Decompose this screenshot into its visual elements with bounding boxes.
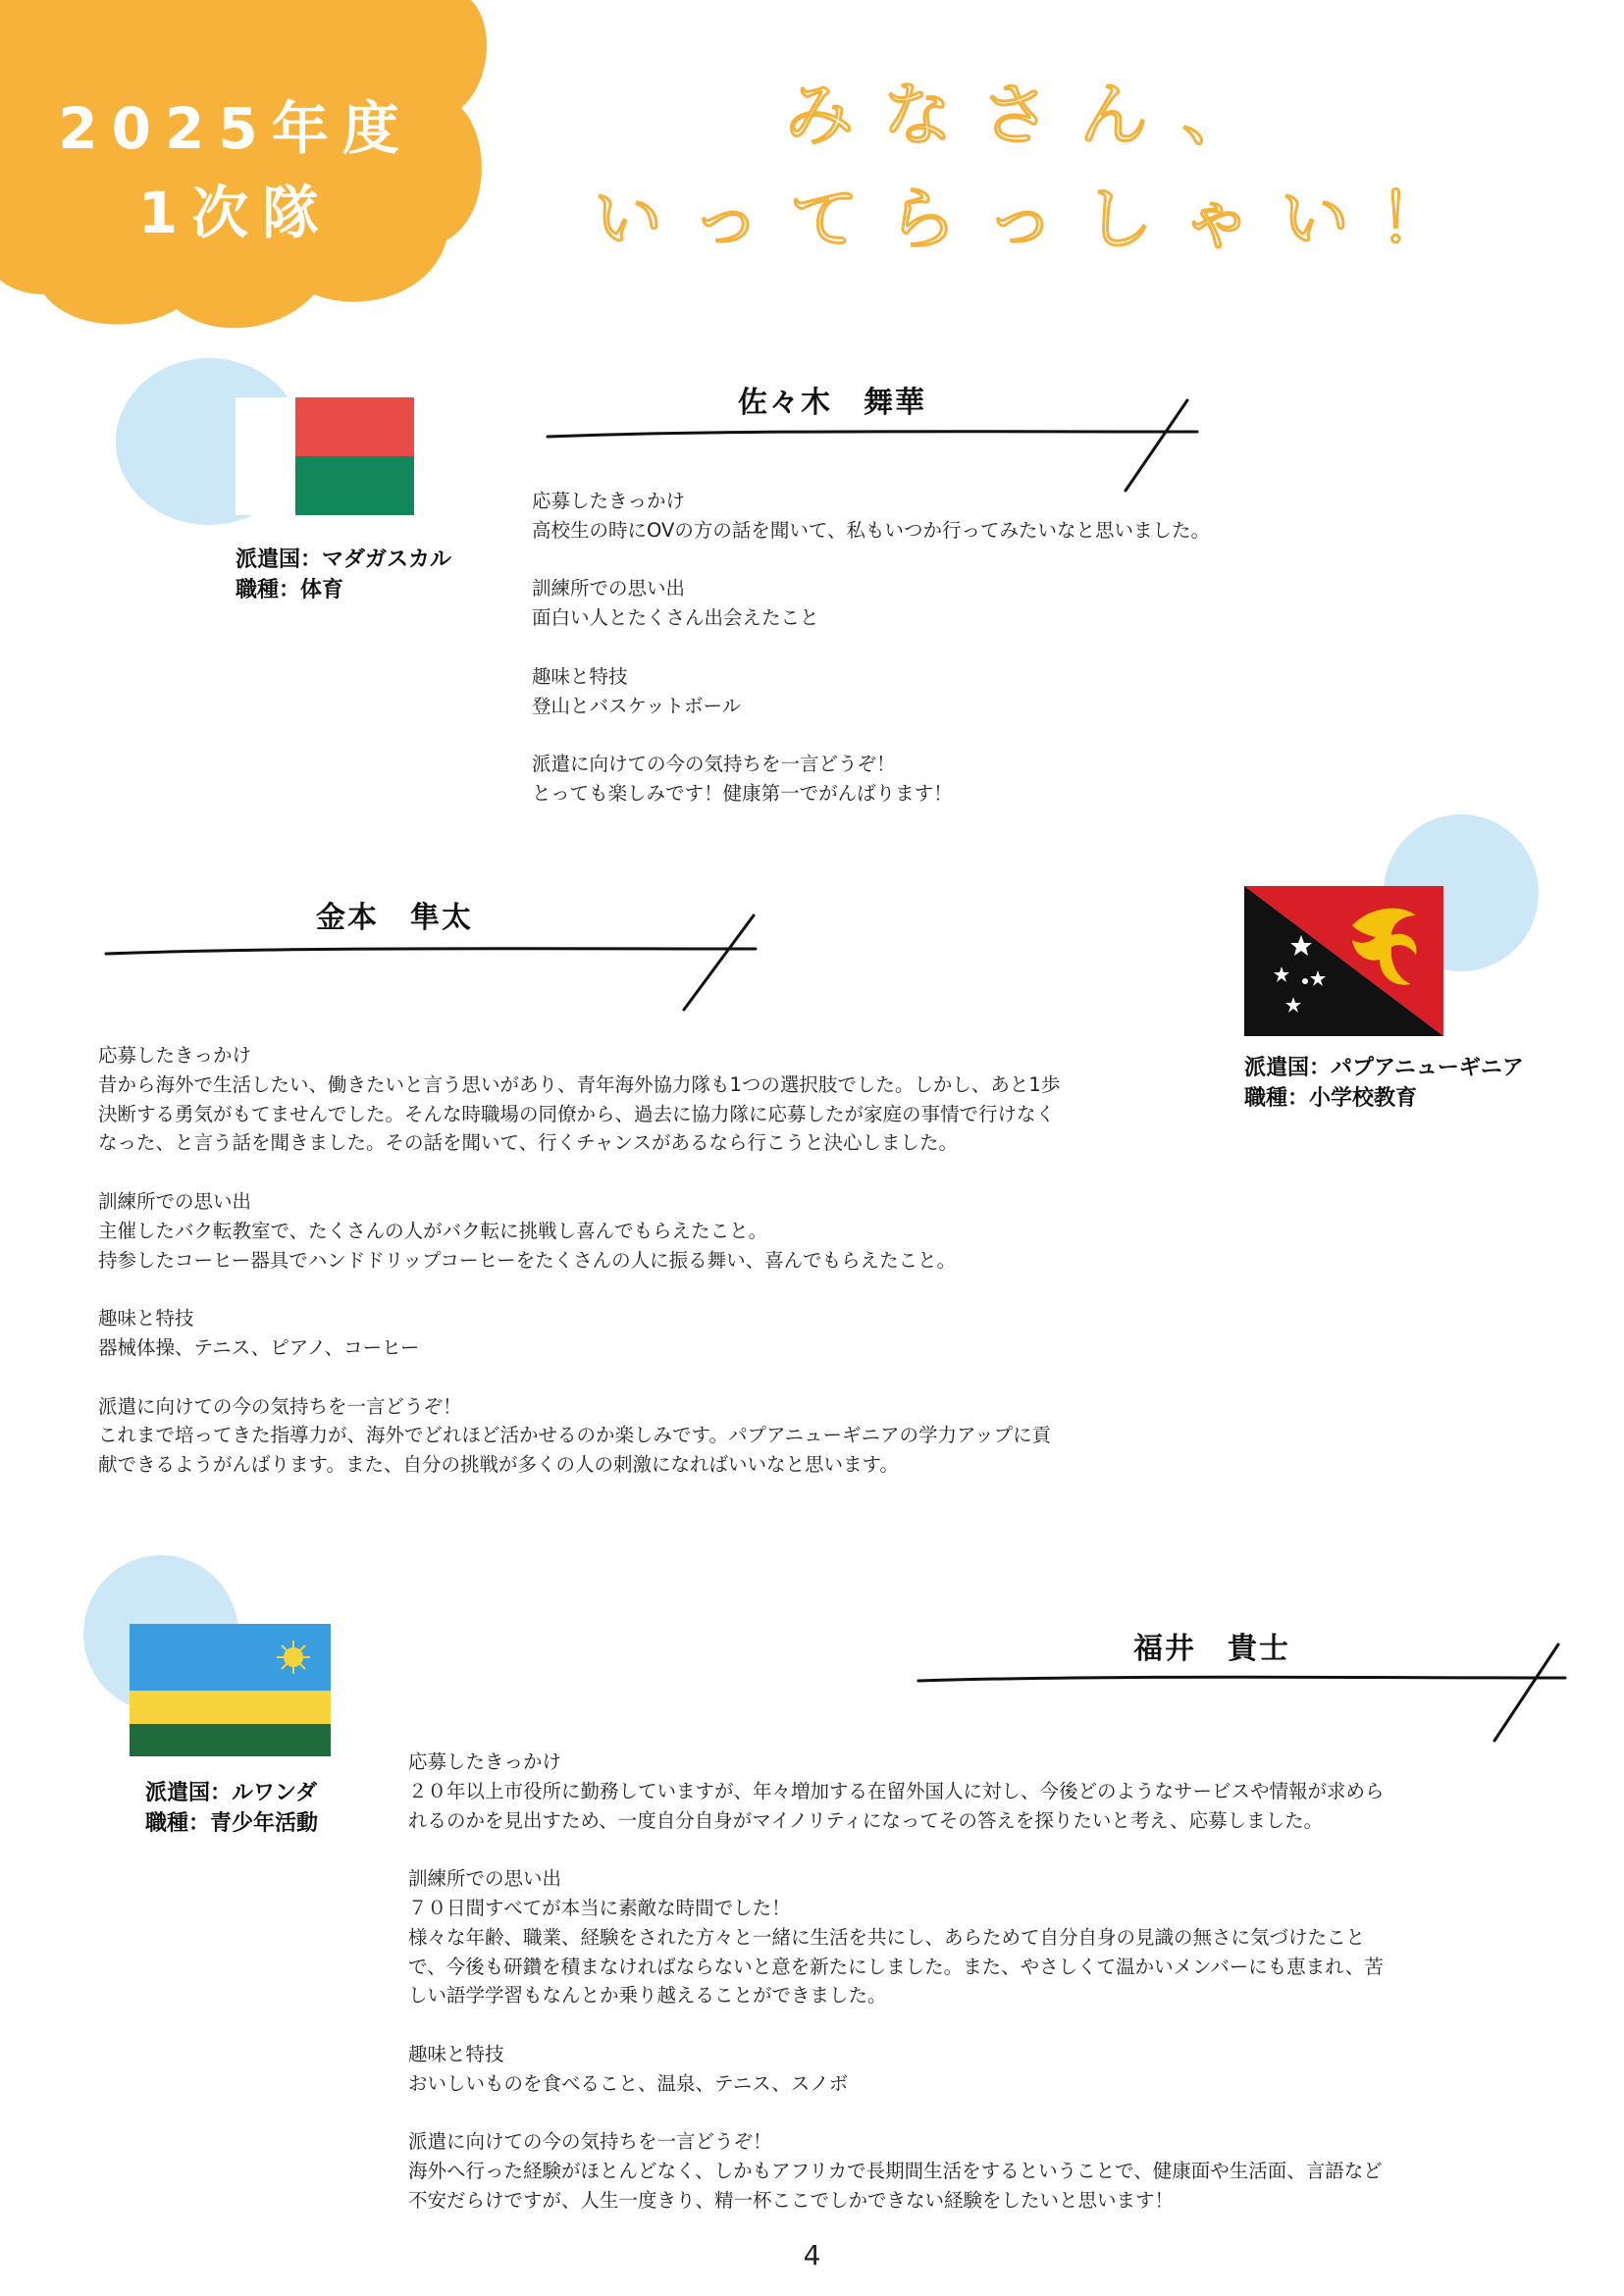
training-label: 訓練所での思い出 [408,1867,562,1891]
member-3-message-line: 海外へ行った経験がほとんどなく、しかもアフリカで長期間生活をするということで、健康面や生活面、言語など [408,2160,1383,2183]
member-3-motivation-line: ２０年以上市役所に勤務していますが、年々増加する在留外国人に対し、今後どのようなサービスや情報が求めら [408,1779,1385,1802]
name-underline-stroke [545,392,1212,500]
member-1-motivation: 高校生の時にOVの方の話を聞いて、私もいつか行ってみたいなと思いました。 [532,518,1210,542]
motivation-label: 応募したきっかけ [532,490,686,512]
member-3-training-line: しい語学学習もなんとか乗り越えることができました。 [408,1984,887,2008]
headline-line-1: みなさん、 [785,75,1281,155]
training-label: 訓練所での思い出 [532,577,686,600]
message-label: 派遣に向けての今の気持ちを一言どうぞ！ [408,2130,772,2154]
message-label: 派遣に向けての今の気持ちを一言どうぞ！ [532,753,896,776]
member-1-country: 派遣国：マダガスカル [236,548,452,572]
motivation-label: 応募したきっかけ [98,1044,252,1067]
member-1-training: 面白い人とたくさん出会えたこと [532,606,819,630]
cohort-year: 2025年度 [58,95,413,162]
member-2-job: 職種：小学校教育 [1244,1086,1418,1111]
member-3-hobbies: おいしいものを食べること、温泉、テニス、スノボ [408,2071,849,2095]
member-2-name: 金本 隼太 [316,901,473,935]
hobbies-label: 趣味と特技 [532,664,628,688]
member-2-training-line: 持参したコーヒー器具でハンドドリップコーヒーをたくさんの人に振る舞い、喜んでもらえたこと。 [98,1248,957,1272]
member-3-name: 福井 貴士 [1133,1632,1290,1666]
member-2-country: 派遣国：パプアニューギニア [1244,1056,1524,1080]
member-3-job: 職種：青少年活動 [145,1811,319,1836]
member-3-motivation-line: れるのかを見出すため、一度自分自身がマイノリティになってその答えを探りたいと考え、応募しました。 [408,1808,1324,1832]
motivation-label: 応募したきっかけ [408,1750,562,1773]
madagascar-flag-icon [236,397,414,515]
member-1-message: とっても楽しみです！健康第一でがんばります！ [532,781,953,805]
member-2-message-line: これまで培ってきた指導力が、海外でどれほど活かせるのか楽しみです。パプアニューギニアの学力アップに貢 [98,1424,1052,1447]
member-1-hobbies: 登山とバスケットボール [532,694,742,717]
member-2-hobbies: 器械体操、テニス、ピアノ、コーヒー [98,1335,420,1359]
member-3-country: 派遣国：ルワンダ [145,1781,318,1805]
cohort-number: 1次隊 [137,180,334,246]
member-3-message-line: 不安だらけですが、人生一度きり、精一杯ここでしかできない経験をしたいと思います！ [408,2188,1175,2212]
member-2-motivation-line: 昔から海外で生活したい、働きたいと言う思いがあり、青年海外協力隊も1つの選択肢でした。しかし、あと1歩 [98,1072,1061,1096]
rwanda-flag-icon [130,1624,331,1756]
member-2-motivation-line: なった、と言う話を聞きました。その話を聞いて、行くチャンスがあるなら行こうと決心しました。 [98,1131,958,1155]
member-3-info [145,1778,318,1839]
training-label: 訓練所での思い出 [98,1189,252,1213]
member-2-message-line: 献できるようがんばります。また、自分の挑戦が多くの人の刺激になればいいなと思います。 [98,1453,899,1477]
member-3-profile [408,1748,1385,2216]
member-1-job: 職種：体育 [236,578,344,602]
member-1-name: 佐々木 舞華 [738,386,926,420]
member-3-training-line: 様々な年齢、職業、経験をされた方々と一緒に生活を共にし、あらためて自分自身の見識の無さに気づけたこと [408,1925,1366,1949]
page-number: 4 [803,2239,821,2271]
member-2-info [1244,1053,1524,1114]
member-1-profile [532,487,1210,809]
cohort-badge-text [29,86,442,255]
name-underline-stroke [98,908,775,1016]
member-2-profile [98,1041,1060,1480]
message-label: 派遣に向けての今の気持ちを一言どうぞ！ [98,1394,462,1418]
name-underline-stroke [913,1639,1580,1747]
hobbies-label: 趣味と特技 [98,1307,194,1331]
member-3-training-line: ７０日間すべてが本当に素敵な時間でした！ [408,1896,791,1919]
member-3-training-line: で、今後も研鑽を積まなければならないと意を新たにしました。また、やさしくて温かいメンバーにも恵まれ、苦 [408,1955,1384,1978]
member-1-info [236,545,451,605]
headline-line-2: いってらっしゃい！ [594,179,1477,259]
hobbies-label: 趣味と特技 [408,2042,504,2065]
member-2-motivation-line: 決断する勇気がもてませんでした。そんな時職場の同僚から、過去に協力隊に応募したが家庭の事情で行けなく [98,1102,1056,1125]
papua-new-guinea-flag-icon [1244,886,1443,1036]
member-2-training-line: 主催したバク転教室で、たくさんの人がバク転に挑戦し喜んでもらえたこと。 [98,1219,768,1242]
